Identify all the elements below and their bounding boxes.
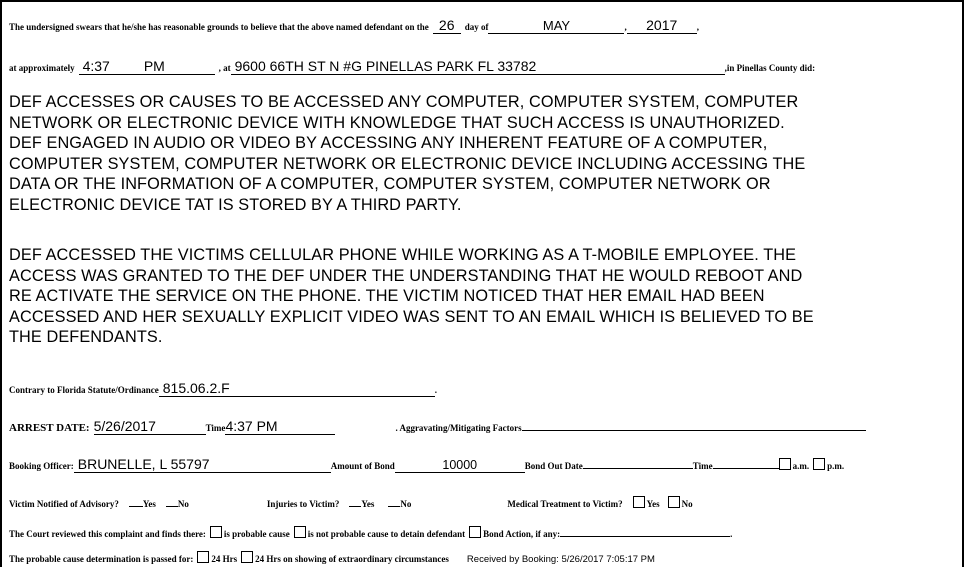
statute-end: . <box>434 385 437 395</box>
bond-time-field[interactable] <box>713 468 779 469</box>
victim-notified-yes-blank[interactable] <box>129 506 143 507</box>
arrest-time-field[interactable] <box>225 418 335 435</box>
statute-label: Contrary to Florida Statute/Ordinance <box>9 385 159 395</box>
probable-cause-checkbox[interactable] <box>210 526 222 538</box>
statute-value: 815.06.2.F <box>162 380 230 396</box>
medical-no: No <box>681 499 693 509</box>
injuries-yes: Yes <box>361 499 375 509</box>
offense-year-field[interactable] <box>627 17 697 34</box>
offense-address-value: 9600 66TH ST N #G PINELLAS PARK FL 33782 <box>234 58 537 74</box>
bond-time-label: Time <box>692 461 713 471</box>
medical-yes-checkbox[interactable] <box>633 496 645 508</box>
arrest-date-label: ARREST DATE: <box>9 422 90 434</box>
offense-day-field[interactable] <box>433 17 461 34</box>
not-probable-label: is not probable cause to detain defendant <box>307 529 466 539</box>
bond-out-label: Bond Out Date <box>524 461 583 471</box>
court-row <box>9 524 732 542</box>
victim-notified-no: No <box>177 499 189 509</box>
arrest-time-label: Time <box>205 423 226 433</box>
booking-officer-value: BRUNELLE, L 55797 <box>77 456 210 472</box>
determination-row <box>9 549 655 567</box>
day-of-label: day of <box>464 22 489 32</box>
sworn-statement-row: The undersigned swears that he/she has reasonable grounds to believe that the above named defendant on the 26 day of MAY , 2017 , <box>9 17 699 33</box>
bond-action-label: Bond Action, if any: <box>483 529 561 539</box>
offense-time-field[interactable] <box>79 58 215 75</box>
sworn-prefix: The undersigned swears that he/she has reasonable grounds to believe that the above named defendant on the <box>9 22 429 32</box>
at-approx-label: at approximately <box>9 63 75 73</box>
24hrs-checkbox[interactable] <box>197 551 209 563</box>
bond-amount-field[interactable] <box>395 458 525 473</box>
pm-checkbox[interactable] <box>813 458 825 470</box>
offense-month-field[interactable] <box>488 18 624 34</box>
24hrs-extraordinary-checkbox[interactable] <box>241 551 253 563</box>
booking-row <box>9 456 844 474</box>
medical-label: Medical Treatment to Victim? <box>507 499 623 509</box>
arrest-date-field[interactable] <box>94 418 206 435</box>
top-border <box>0 0 964 2</box>
location-row <box>9 58 815 76</box>
victim-notified-label: Victim Notified of Advisory? <box>9 499 119 509</box>
bond-amount-label: Amount of Bond <box>330 461 395 471</box>
court-end: . <box>730 529 733 539</box>
injuries-no-blank[interactable] <box>388 506 400 507</box>
24hrs-label: 24 Hrs <box>211 554 238 564</box>
booking-officer-label: Booking Officer: <box>9 461 74 471</box>
arrest-row <box>9 418 866 436</box>
bond-amount-value: 10000 <box>442 458 478 472</box>
narrative-text-2: DEF ACCESSED THE VICTIMS CELLULAR PHONE WHILE WORKING AS A T-MOBILE EMPLOYEE. THE ACCESS WAS GRANTED TO THE DEF UNDER THE UNDERSTANDING THAT HE WOULD REBOOT AND RE ACTIVATE THE SERVICE ON THE PHONE. THE VICTIM NOTICED THAT HER EMAIL HAD BEEN ACCESSED AND HER SEXUALLY EXPLICIT VIDEO WAS SENT TO AN EMAIL WHICH IS BELIEVED TO BE THE DEFENDANTS. <box>9 246 814 346</box>
injuries-label: Injuries to Victim? <box>266 499 340 509</box>
narrative-text-1: DEF ACCESSES OR CAUSES TO BE ACCESSED ANY COMPUTER, COMPUTER SYSTEM, COMPUTER NETWORK OR ELECTRONIC DEVICE WITH KNOWLEDGE THAT SUCH ACCESS IS UNAUTHORIZED. DEF ENGAGED IN AUDIO OR VIDEO BY ACCESSING ANY INHERENT FEATURE OF A COMPUTER, COMPUTER SYSTEM, COMPUTER NETWORK OR ELECTRONIC DEVICE INCLUDING ACCESSING THE DATA OR THE INFORMATION OF A COMPUTER, COMPUTER SYSTEM, COMPUTER NETWORK OR ELECTRONIC DEVICE TAT IS STORED BY A THIRD PARTY. <box>9 93 806 214</box>
arrest-time-value: 4:37 PM <box>225 418 278 434</box>
victim-row <box>9 494 693 512</box>
booking-officer-field[interactable] <box>74 456 331 473</box>
arrest-date-value: 5/26/2017 <box>93 418 156 434</box>
not-probable-checkbox[interactable] <box>294 526 306 538</box>
medical-no-checkbox[interactable] <box>668 496 680 508</box>
offense-month-value: MAY <box>542 18 571 33</box>
injuries-yes-blank[interactable] <box>349 506 361 507</box>
offense-year-value: 2017 <box>646 17 678 33</box>
factors-label: . Aggravating/Mitigating Factors <box>395 423 522 433</box>
24hrs-extraordinary-label: 24 Hrs on showing of extraordinary circumstances <box>255 554 449 564</box>
at-label: , at <box>218 63 231 73</box>
county-suffix: ,in Pinellas County did: <box>724 63 816 73</box>
offense-time-value: 4:37 <box>82 58 110 74</box>
received-by-booking-stamp: Received by Booking: 5/26/2017 7:05:17 PM <box>466 554 655 565</box>
injuries-no: No <box>400 499 412 509</box>
medical-yes: Yes <box>646 499 660 509</box>
offense-day-value: 26 <box>438 17 455 33</box>
offense-ampm-value: PM <box>143 58 165 74</box>
statute-field[interactable] <box>159 380 435 397</box>
probable-cause-label: is probable cause <box>223 529 290 539</box>
determination-intro: The probable cause determination is passed for: <box>9 554 194 564</box>
factors-field[interactable] <box>522 430 866 431</box>
victim-notified-yes: Yes <box>142 499 156 509</box>
am-label: a.m. <box>792 461 810 471</box>
left-border <box>0 0 2 567</box>
offense-address-field[interactable] <box>231 58 725 75</box>
bond-out-field[interactable] <box>583 468 693 469</box>
bond-action-field[interactable] <box>560 536 730 537</box>
bond-action-checkbox[interactable] <box>469 526 481 538</box>
narrative-paragraph-1 <box>9 92 959 215</box>
pm-label: p.m. <box>827 461 845 471</box>
court-intro: The Court reviewed this complaint and finds there: <box>9 529 206 539</box>
am-checkbox[interactable] <box>779 458 791 470</box>
victim-notified-no-blank[interactable] <box>166 506 178 507</box>
narrative-paragraph-2 <box>9 245 959 348</box>
statute-row <box>9 380 437 398</box>
